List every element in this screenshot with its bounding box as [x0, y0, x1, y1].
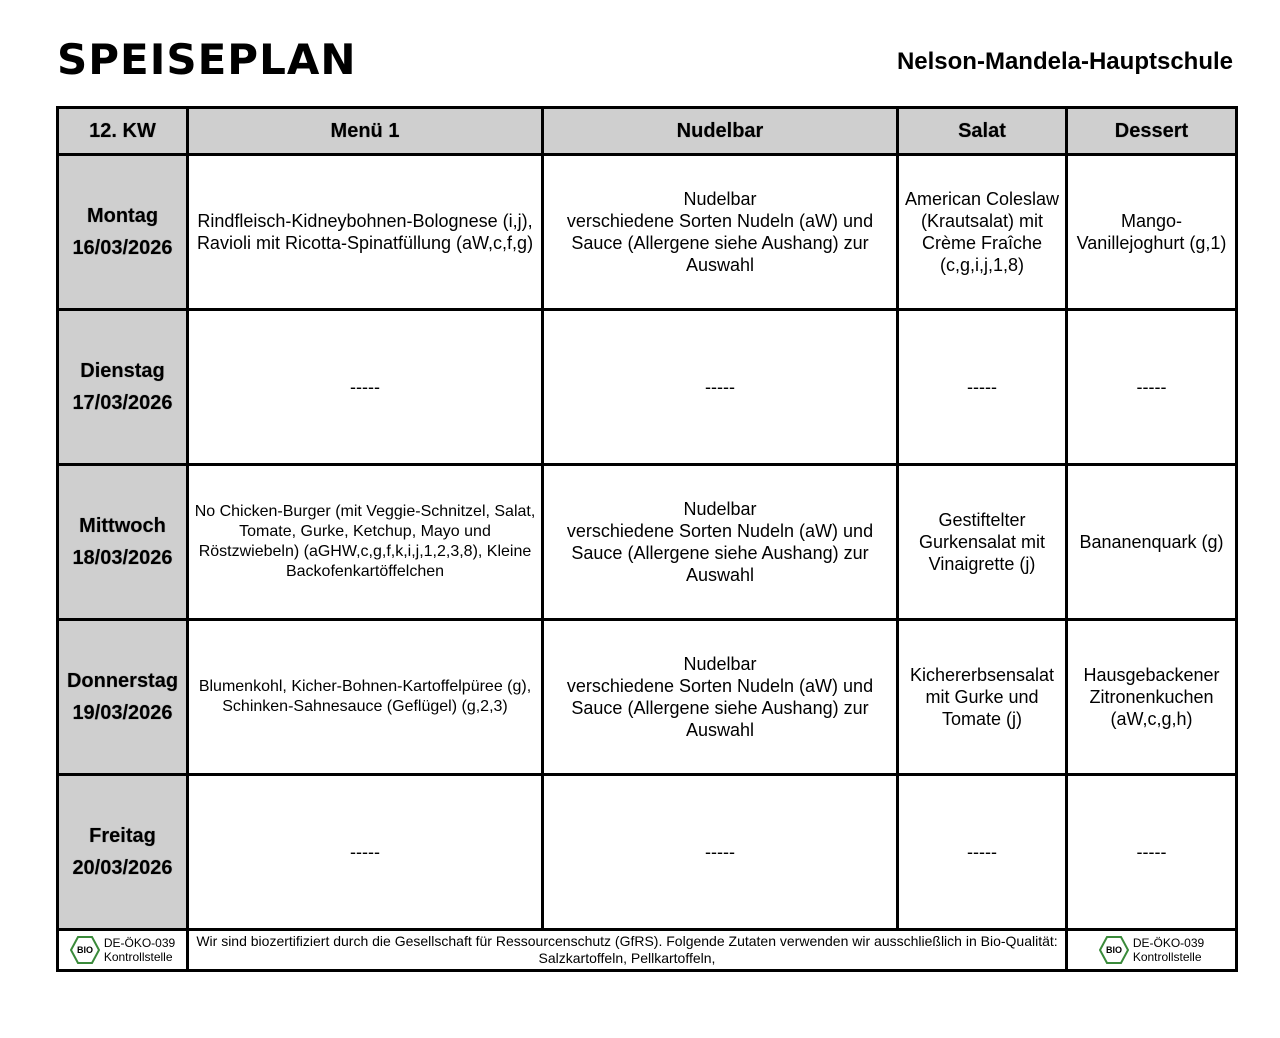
- cert-label: Kontrollstelle: [103, 950, 173, 964]
- day-name: Dienstag: [80, 360, 165, 382]
- day-cell: [58, 620, 188, 775]
- header-dessert: Dessert: [1067, 108, 1237, 155]
- dessert-cell: Hausgebackener Zitronenkuchen (aW,c,g,h): [1067, 620, 1237, 775]
- school-name: Nelson-Mandela-Hauptschule: [896, 48, 1233, 75]
- day-name: Montag: [86, 205, 159, 227]
- salat-cell: -----: [898, 310, 1067, 465]
- menu-table: [56, 106, 1238, 972]
- cert-cell-left: [58, 930, 188, 971]
- header-nudelbar: Nudelbar: [543, 108, 898, 155]
- table-row: [58, 310, 1237, 465]
- cert-cell-right: [1067, 930, 1237, 971]
- header-menu1: Menü 1: [188, 108, 543, 155]
- cert-code: DE-ÖKO-039: [1132, 936, 1205, 950]
- day-date: 20/03/2026: [72, 857, 173, 879]
- bio-seal-icon: [1099, 936, 1129, 964]
- salat-cell: American Coleslaw (Krautsalat) mit Crème Fraîche (c,g,i,j,1,8): [898, 155, 1067, 310]
- header-week: 12. KW: [58, 108, 188, 155]
- bio-certification-note: Wir sind biozertifiziert durch die Gesellschaft für Ressourcenschutz (GfRS). Folgende Zutaten verwenden wir ausschließlich in Bio-Qualität: Salzkartoffeln, Pellkartoffeln,: [188, 930, 1067, 971]
- day-cell: [58, 155, 188, 310]
- footer-row: [58, 930, 1237, 971]
- nudelbar-cell: Nudelbar verschiedene Sorten Nudeln (aW) und Sauce (Allergene siehe Aushang) zur Auswahl: [543, 620, 898, 775]
- page-title: SPEISEPLAN: [57, 35, 357, 84]
- bio-seal-text: BIO: [76, 945, 93, 955]
- day-name: Donnerstag: [66, 670, 179, 692]
- day-date: 19/03/2026: [72, 702, 173, 724]
- nudelbar-cell: Nudelbar verschiedene Sorten Nudeln (aW) und Sauce (Allergene siehe Aushang) zur Auswahl: [543, 465, 898, 620]
- day-cell: [58, 775, 188, 930]
- salat-cell: -----: [898, 775, 1067, 930]
- table-row: [58, 155, 1237, 310]
- table-header-row: [58, 108, 1237, 155]
- dessert-cell: -----: [1067, 310, 1237, 465]
- day-date: 17/03/2026: [72, 392, 173, 414]
- day-cell: [58, 310, 188, 465]
- table-row: [58, 620, 1237, 775]
- menu1-cell: No Chicken-Burger (mit Veggie-Schnitzel, Salat, Tomate, Gurke, Ketchup, Mayo und Röstzwiebeln) (aGHW,c,g,f,k,i,j,1,2,3,8), Kleine Backofenkartöffelchen: [188, 465, 543, 620]
- nudelbar-cell: -----: [543, 775, 898, 930]
- day-name: Freitag: [89, 825, 156, 847]
- cert-label: Kontrollstelle: [1132, 950, 1202, 964]
- menu1-cell: Blumenkohl, Kicher-Bohnen-Kartoffelpüree (g), Schinken-Sahnesauce (Geflügel) (g,2,3): [188, 620, 543, 775]
- dessert-cell: Mango-Vanillejoghurt (g,1): [1067, 155, 1237, 310]
- bio-seal-icon: [70, 936, 100, 964]
- header-salat: Salat: [898, 108, 1067, 155]
- dessert-cell: Bananenquark (g): [1067, 465, 1237, 620]
- day-cell: [58, 465, 188, 620]
- table-row: [58, 465, 1237, 620]
- nudelbar-cell: Nudelbar verschiedene Sorten Nudeln (aW) und Sauce (Allergene siehe Aushang) zur Auswahl: [543, 155, 898, 310]
- nudelbar-cell: -----: [543, 310, 898, 465]
- day-date: 16/03/2026: [72, 237, 173, 259]
- dessert-cell: -----: [1067, 775, 1237, 930]
- salat-cell: Kichererbsensalat mit Gurke und Tomate (j): [898, 620, 1067, 775]
- menu1-cell: -----: [188, 310, 543, 465]
- day-name: Mittwoch: [79, 515, 166, 537]
- bio-seal-text: BIO: [1105, 945, 1122, 955]
- table-row: [58, 775, 1237, 930]
- menu1-cell: -----: [188, 775, 543, 930]
- menu1-cell: Rindfleisch-Kidneybohnen-Bolognese (i,j), Ravioli mit Ricotta-Spinatfüllung (aW,c,f,g): [188, 155, 543, 310]
- day-date: 18/03/2026: [72, 547, 173, 569]
- salat-cell: Gestiftelter Gurkensalat mit Vinaigrette (j): [898, 465, 1067, 620]
- cert-code: DE-ÖKO-039: [103, 936, 176, 950]
